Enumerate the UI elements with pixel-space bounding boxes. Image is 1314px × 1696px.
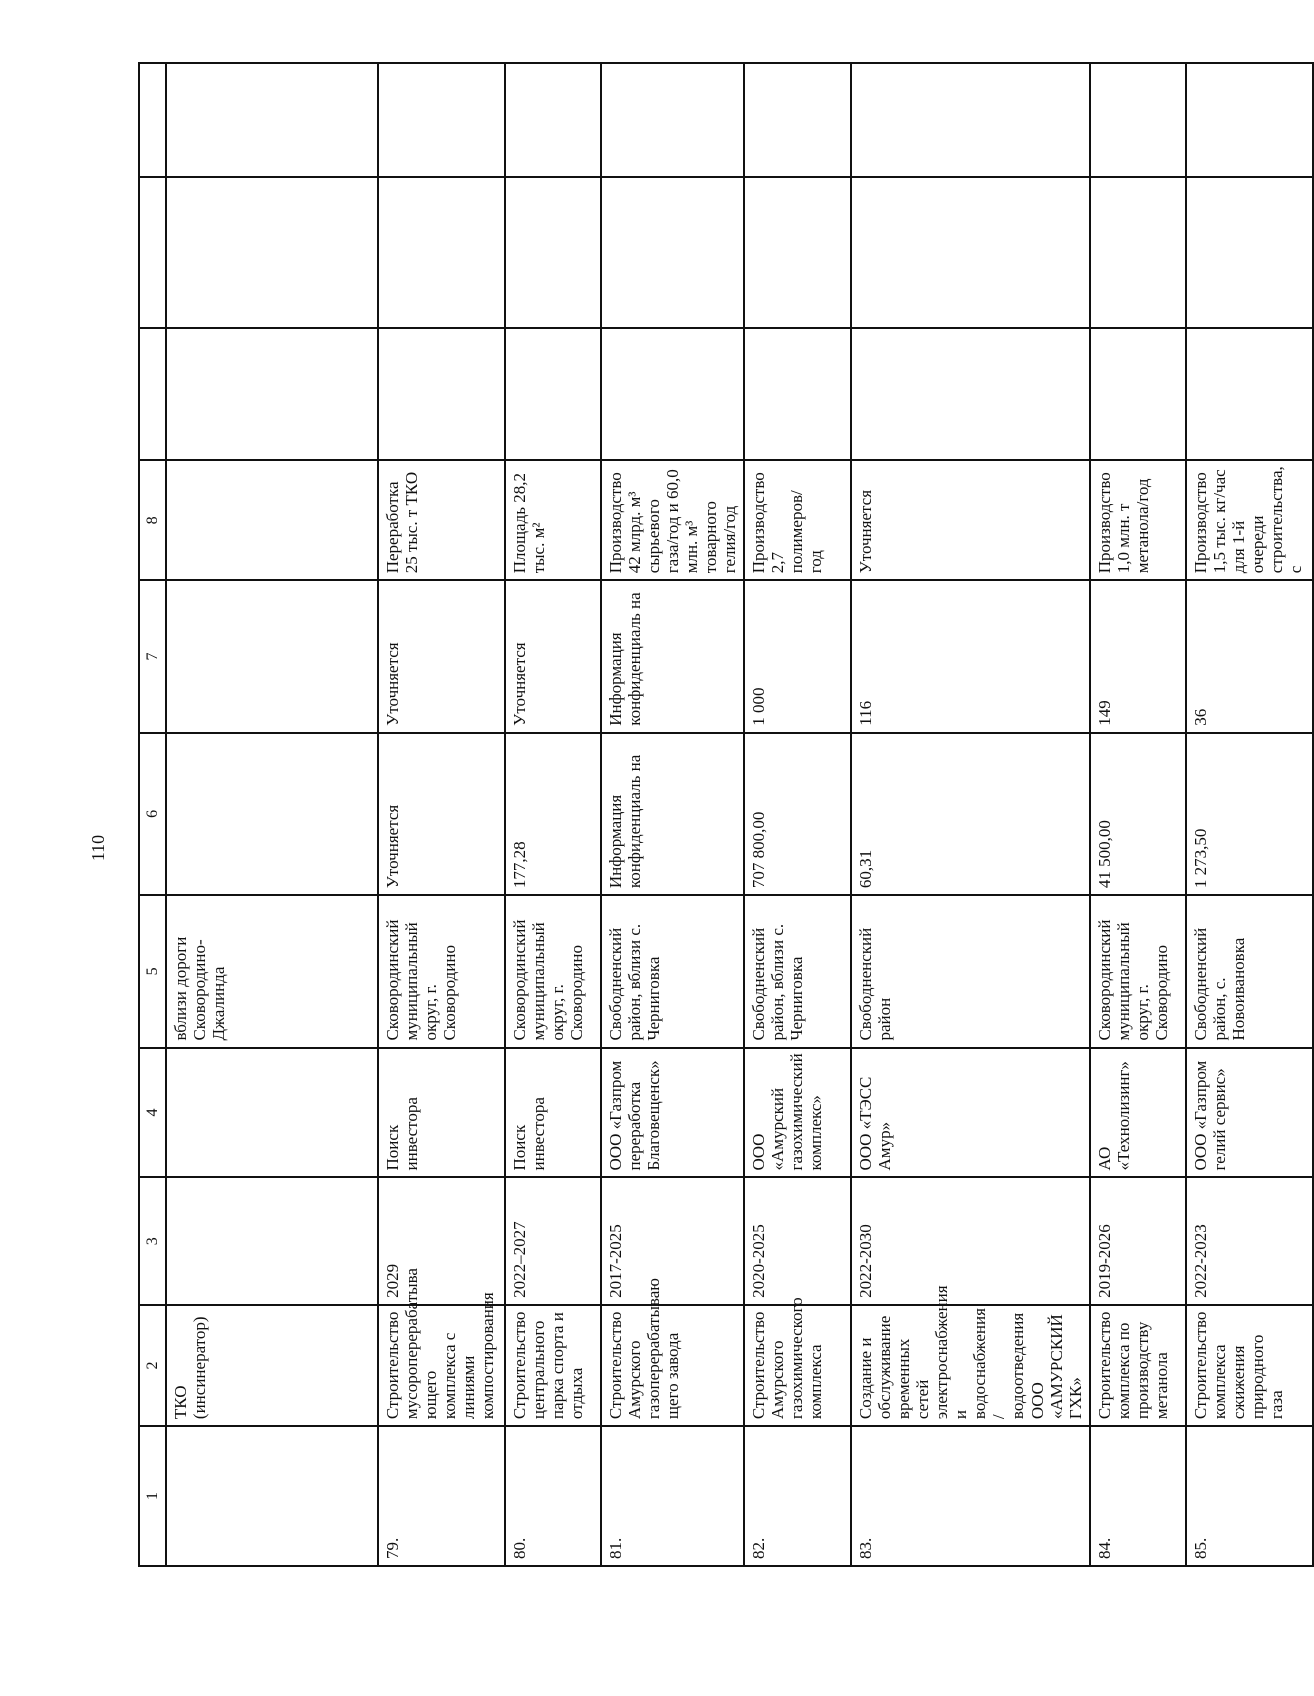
project-jobs: Уточняется (378, 580, 505, 732)
row-number: 79. (378, 1426, 505, 1566)
column-number-row (139, 63, 166, 1566)
empty-cell (851, 177, 1089, 328)
empty-cell (505, 177, 601, 328)
project-jobs: Информация конфиденциаль на (601, 580, 744, 732)
project-cost: 41 500,00 (1090, 733, 1186, 895)
project-investor: ООО «Амурский газохимический комплекс» (744, 1048, 851, 1178)
empty-cell (744, 177, 851, 328)
col-num-3: 3 (139, 1177, 166, 1304)
table-row (744, 63, 851, 1566)
table-row (1090, 63, 1186, 1566)
empty-cell (1090, 177, 1186, 328)
table-row (1186, 63, 1313, 1566)
table-row (601, 63, 744, 1566)
col-num-1: 1 (139, 1426, 166, 1566)
project-capacity (166, 460, 378, 580)
project-jobs: 116 (851, 580, 1089, 732)
table-row (378, 63, 505, 1566)
project-name: Строительство комплекса по производству метанола (1090, 1305, 1186, 1426)
empty-cell (1090, 328, 1186, 460)
project-location: Сковородинский муниципальный округ, г. Сковородино (505, 895, 601, 1047)
project-capacity: Переработка 25 тыс. т ТКО (378, 460, 505, 580)
project-cost: 707 800,00 (744, 733, 851, 895)
empty-cell (1090, 63, 1186, 177)
empty-cell (1186, 328, 1313, 460)
empty-cell (378, 177, 505, 328)
row-number (166, 1426, 378, 1566)
project-capacity: Производство 1,0 млн. т метанола/год (1090, 460, 1186, 580)
project-location: Сковородинский муниципальный округ, г. Сковородино (1090, 895, 1186, 1047)
project-period: 2022–2027 (505, 1177, 601, 1304)
project-cost: Уточняется (378, 733, 505, 895)
project-location: Свободненский район (851, 895, 1089, 1047)
project-investor (166, 1048, 378, 1178)
project-location: Свободненский район, с. Новоивановка (1186, 895, 1313, 1047)
col-num-5: 5 (139, 895, 166, 1047)
row-number: 80. (505, 1426, 601, 1566)
empty-cell (1186, 63, 1313, 177)
row-number: 85. (1186, 1426, 1313, 1566)
page-number: 110 (88, 834, 108, 862)
empty-cell (851, 63, 1089, 177)
empty-cell (601, 328, 744, 460)
project-cost: 1 273,50 (1186, 733, 1313, 895)
empty-cell (744, 328, 851, 460)
investment-projects-table (138, 62, 1314, 1567)
project-capacity: Площадь 28,2 тыс. м² (505, 460, 601, 580)
empty-cell (601, 63, 744, 177)
project-name: Создание и обслуживание временных сетей электроснабжения и водоснабжения / водоотведения ООО «АМУРСКИЙ ГХК» (851, 1305, 1089, 1426)
row-number: 84. (1090, 1426, 1186, 1566)
row-number: 83. (851, 1426, 1089, 1566)
project-investor: АО «Технолизинг» (1090, 1048, 1186, 1178)
project-capacity: Производство 42 млрд. м³ сырьевого газа/год и 60,0 млн. м³ товарного гелия/год (601, 460, 744, 580)
project-period (166, 1177, 378, 1304)
project-investor: ООО «ТЭСС Амур» (851, 1048, 1089, 1178)
project-period: 2019-2026 (1090, 1177, 1186, 1304)
project-period: 2029 (378, 1177, 505, 1304)
project-period: 2022-2030 (851, 1177, 1089, 1304)
empty-cell (505, 328, 601, 460)
project-name: Строительство комплекса сжижения природного газа (1186, 1305, 1313, 1426)
project-jobs (166, 580, 378, 732)
project-name: Строительство мусороперерабатыва ющего комплекса с линиями компостирования (378, 1305, 505, 1426)
col-num-9 (139, 328, 166, 460)
project-cost (166, 733, 378, 895)
empty-cell (851, 328, 1089, 460)
empty-cell (166, 328, 378, 460)
project-period: 2020-2025 (744, 1177, 851, 1304)
empty-cell (378, 63, 505, 177)
project-period: 2017-2025 (601, 1177, 744, 1304)
project-location: Свободненский район, вблизи с. Черниговка (601, 895, 744, 1047)
project-location: вблизи дороги Сковородино- Джалинда (166, 895, 378, 1047)
project-capacity: Производство 1,5 тыс. кг/час для 1-й очереди строительства, с (1186, 460, 1313, 580)
project-name: Строительство Амурского газохимического комплекса (744, 1305, 851, 1426)
table-row (851, 63, 1089, 1566)
col-num-10 (139, 177, 166, 328)
project-investor: ООО «Газпром гелий сервис» (1186, 1048, 1313, 1178)
rotated-table-frame (138, 62, 1305, 1567)
col-num-7: 7 (139, 580, 166, 732)
project-capacity: Уточняется (851, 460, 1089, 580)
project-cost: 177,28 (505, 733, 601, 895)
col-num-2: 2 (139, 1305, 166, 1426)
table-row (166, 63, 378, 1566)
project-name: Строительство центрального парка спорта и отдыха (505, 1305, 601, 1426)
col-num-8: 8 (139, 460, 166, 580)
project-jobs: 36 (1186, 580, 1313, 732)
project-location: Свободненский район, вблизи с. Черниговка (744, 895, 851, 1047)
project-name: ТКО (инсинератор) (166, 1305, 378, 1426)
col-num-4: 4 (139, 1048, 166, 1178)
project-jobs: Уточняется (505, 580, 601, 732)
empty-cell (166, 177, 378, 328)
col-num-11 (139, 63, 166, 177)
project-location: Сковородинский муниципальный округ, г. Сковородино (378, 895, 505, 1047)
project-investor: Поиск инвестора (378, 1048, 505, 1178)
empty-cell (744, 63, 851, 177)
project-capacity: Производство 2,7 полимеров/год (744, 460, 851, 580)
empty-cell (378, 328, 505, 460)
project-cost: 60,31 (851, 733, 1089, 895)
row-number: 82. (744, 1426, 851, 1566)
table-row (505, 63, 601, 1566)
empty-cell (601, 177, 744, 328)
project-investor: Поиск инвестора (505, 1048, 601, 1178)
empty-cell (1186, 177, 1313, 328)
project-period: 2022-2023 (1186, 1177, 1313, 1304)
project-cost: Информация конфиденциаль на (601, 733, 744, 895)
row-number: 81. (601, 1426, 744, 1566)
project-investor: ООО «Газпром переработка Благовещенск» (601, 1048, 744, 1178)
empty-cell (166, 63, 378, 177)
project-jobs: 1 000 (744, 580, 851, 732)
project-name: Строительство Амурского газоперерабатываю щего завода (601, 1305, 744, 1426)
col-num-6: 6 (139, 733, 166, 895)
empty-cell (505, 63, 601, 177)
project-jobs: 149 (1090, 580, 1186, 732)
